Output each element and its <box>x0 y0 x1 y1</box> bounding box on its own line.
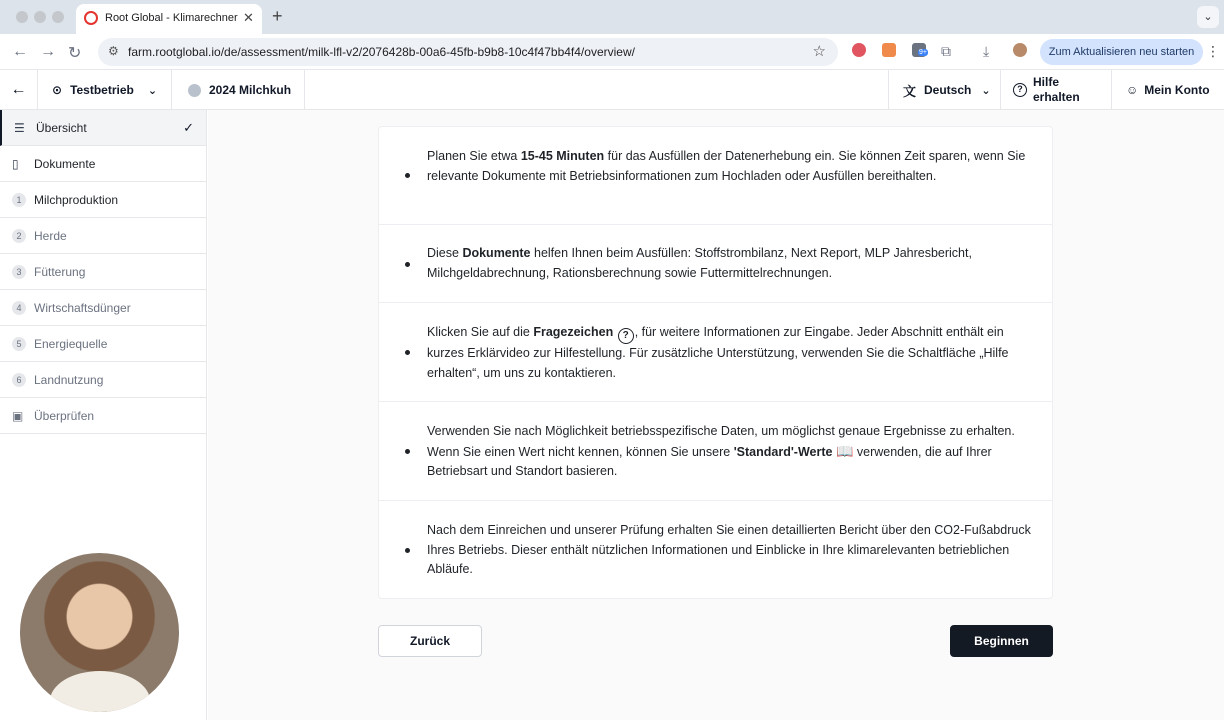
step-number-badge: 2 <box>12 229 26 243</box>
sidebar-item-herde[interactable] <box>0 218 206 254</box>
bullet-dot <box>405 173 410 178</box>
info-text: Klicken Sie auf die Fragezeichen ? , für weitere Informationen zur Eingabe. Jeder Abschnitt enthält ein kurzes Erklärvideo zur Hilfestellung. Für zusätzliche Unterstützung, verwenden Sie die Schaltfläche „Hilfe erhalten“, um uns zu kontaktieren. <box>427 325 1009 380</box>
window-close-dot[interactable] <box>16 11 28 23</box>
farm-selector[interactable] <box>38 70 172 110</box>
cow-avatar-icon <box>188 84 201 97</box>
map-pin-icon: ⊙ <box>52 83 63 97</box>
step-number-badge: 4 <box>12 301 26 315</box>
help-label-line1: Hilfe <box>1033 75 1060 89</box>
bullet-dot <box>405 449 410 454</box>
tab-title: Root Global - Klimarechner <box>105 12 238 24</box>
sidebar-item-label: Übersicht <box>36 120 87 135</box>
sidebar-item-dokumente[interactable] <box>0 146 206 182</box>
step-number-badge: 1 <box>12 193 26 207</box>
assessment-selector[interactable] <box>172 70 305 110</box>
info-text: Nach dem Einreichen und unserer Prüfung erhalten Sie einen detaillierten Bericht über den CO2-Fußabdruck Ihres Betriebs. Dieser enthält nützlichen Informationen und Einblicke in Ihre klimarelevanten betrieblichen Abläufe. <box>427 523 1031 576</box>
chevron-down-icon: ⌄ <box>981 84 991 97</box>
sidebar-item-landnutzung[interactable] <box>0 362 206 398</box>
step-number-badge: 6 <box>12 373 26 387</box>
step-number-badge: 5 <box>12 337 26 351</box>
browser-toolbar <box>0 34 1224 70</box>
address-bar[interactable] <box>98 38 838 66</box>
sidebar-item-label: Landnutzung <box>34 372 104 387</box>
start-button[interactable]: Beginnen <box>950 625 1053 657</box>
language-label: Deutsch <box>924 83 972 97</box>
browser-menu-icon[interactable]: ⋮ <box>1206 43 1220 59</box>
sidebar-item-label: Milchproduktion <box>34 192 119 207</box>
info-item-help <box>379 303 1052 402</box>
reload-icon[interactable]: ↻ <box>68 45 82 62</box>
back-arrow-icon: ← <box>10 81 27 98</box>
sidebar-item-label: Wirtschaftsdünger <box>34 300 131 315</box>
download-icon[interactable]: ⤓ <box>983 43 990 59</box>
account-label: Mein Konto <box>1144 83 1210 97</box>
sidebar-item-label: Überprüfen <box>34 408 95 423</box>
info-text: Diese Dokumente helfen Ihnen beim Ausfüllen: Stoffstrombilanz, Next Report, MLP Jahresbericht, Milchgeldabrechnung, Rationsberechnung sowie Futtermittelrechnungen. <box>427 246 972 280</box>
sidebar-item-wirtschaftsduenger[interactable] <box>0 290 206 326</box>
step-number-badge: 3 <box>12 265 26 279</box>
app-back-button[interactable] <box>0 70 38 110</box>
extension-badge-count: 9+ <box>919 49 927 56</box>
update-restart-button[interactable]: Zum Aktualisieren neu starten <box>1040 39 1203 65</box>
sidebar-item-fuetterung[interactable] <box>0 254 206 290</box>
assessment-name: 2024 Milchkuh <box>209 83 292 97</box>
bullet-dot <box>405 262 410 267</box>
tab-menu-chevron-icon[interactable]: ⌄ <box>1197 6 1219 28</box>
browser-tab-bar <box>0 0 1224 34</box>
language-selector[interactable] <box>888 70 1000 110</box>
window-minimize-dot[interactable] <box>34 11 46 23</box>
bullet-dot <box>405 350 410 355</box>
bookmark-star-icon[interactable]: ☆ <box>812 43 826 60</box>
site-info-icon[interactable]: ⚙ <box>108 44 119 58</box>
extension-orange-icon[interactable] <box>882 43 896 57</box>
bullet-dot <box>405 548 410 553</box>
help-label <box>1033 75 1080 105</box>
info-text: Planen Sie etwa 15-45 Minuten für das Ausfüllen der Datenerhebung ein. Sie können Zeit sparen, wenn Sie relevante Dokumente mit Betriebsinformationen zum Hochladen oder Ausfüllen bereithalten. <box>427 149 1026 183</box>
window-zoom-dot[interactable] <box>52 11 64 23</box>
user-icon: ☺ <box>1126 83 1139 97</box>
main-content <box>208 110 1224 720</box>
webcam-person-shirt <box>50 671 150 714</box>
info-item-time <box>379 127 1052 225</box>
url-text[interactable]: farm.rootglobal.io/de/assessment/milk-lfl-v2/2076428b-00a6-45fb-b9b8-10c4f47bb4f4/overview/ <box>128 45 635 59</box>
profile-avatar-icon[interactable] <box>1013 43 1027 57</box>
help-question-icon: ? <box>1013 83 1027 97</box>
sidebar-item-label: Dokumente <box>34 156 96 171</box>
list-icon: ☰ <box>14 120 25 135</box>
webcam-overlay <box>18 551 181 714</box>
info-text: Verwenden Sie nach Möglichkeit betriebsspezifische Daten, um möglichst genaue Ergebnisse zu erhalten. Wenn Sie einen Wert nicht kennen, können Sie unsere 'Standard'-Werte 📖 verwenden, die auf Ihrer Betriebsart und Standort basieren. <box>427 424 1015 478</box>
root-global-favicon-icon <box>84 11 98 25</box>
new-tab-icon[interactable]: + <box>272 6 283 26</box>
help-button[interactable] <box>1000 70 1111 110</box>
extension-red-icon[interactable] <box>852 43 866 57</box>
tab-close-icon[interactable]: ✕ <box>243 10 254 25</box>
open-book-icon: 📖 <box>835 442 854 459</box>
forward-arrow-icon[interactable]: → <box>40 43 56 60</box>
account-button[interactable] <box>1111 70 1224 110</box>
clipboard-check-icon: ▣ <box>12 408 24 423</box>
check-icon: ✓ <box>183 119 194 135</box>
chevron-down-icon: ⌄ <box>147 84 158 97</box>
sidebar-item-label: Herde <box>34 228 67 243</box>
extensions-puzzle-icon[interactable]: ⧉ <box>941 43 951 59</box>
browser-tab[interactable] <box>76 4 262 34</box>
back-button[interactable]: Zurück <box>378 625 482 657</box>
farm-name: Testbetrieb <box>70 83 134 97</box>
app-header <box>0 70 1224 110</box>
sidebar-item-label: Fütterung <box>34 264 86 279</box>
sidebar-item-ueberpruefen[interactable] <box>0 398 206 434</box>
overview-info-card <box>378 126 1053 599</box>
info-item-default-values <box>379 402 1052 501</box>
extension-badge-icon[interactable] <box>912 43 926 57</box>
document-icon: ▯ <box>12 156 19 171</box>
info-item-documents <box>379 225 1052 303</box>
sidebar-item-milchproduktion[interactable] <box>0 182 206 218</box>
help-label-line2: erhalten <box>1033 90 1080 104</box>
sidebar-item-energiequelle[interactable] <box>0 326 206 362</box>
translate-icon: 文 <box>903 83 917 99</box>
back-arrow-icon[interactable]: ← <box>12 43 28 60</box>
sidebar-item-uebersicht[interactable] <box>0 110 206 146</box>
sidebar-item-label: Energiequelle <box>34 336 108 351</box>
info-item-report <box>379 501 1052 599</box>
question-mark-icon: ? <box>618 328 634 344</box>
